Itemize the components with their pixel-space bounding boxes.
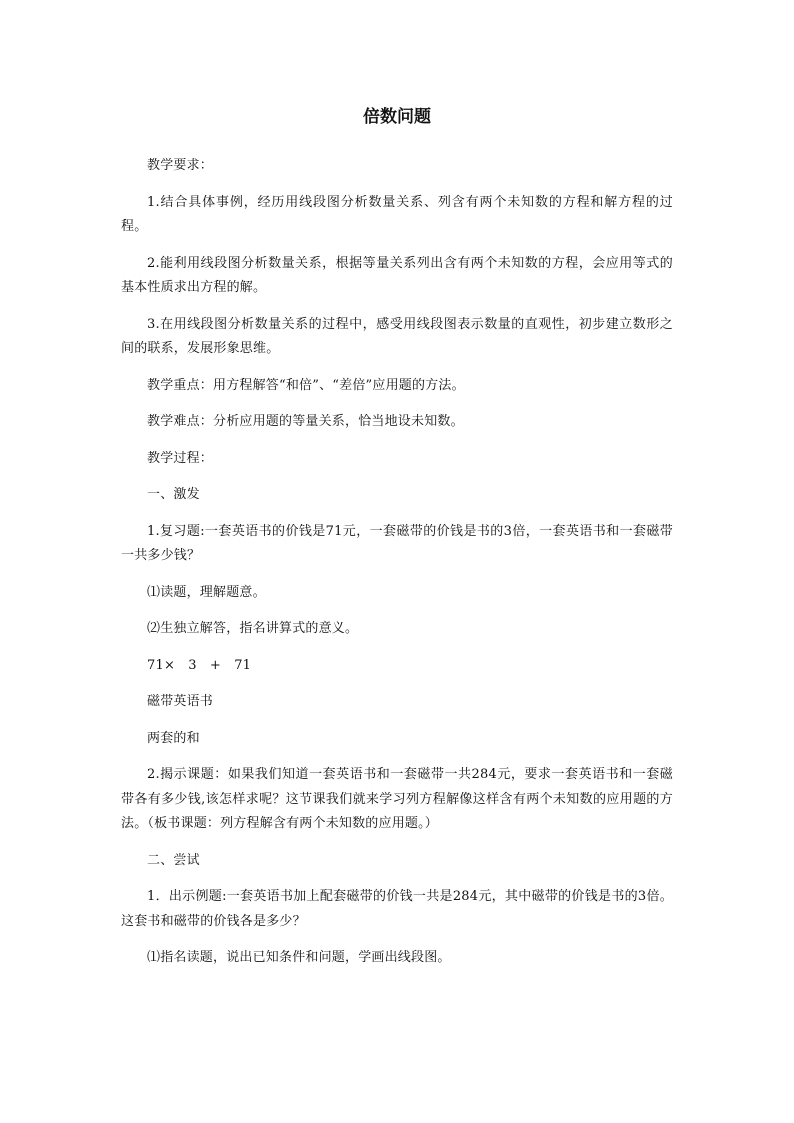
paragraph-difficulty: 教学难点：分析应用题的等量关系，恰当地设未知数。	[147, 414, 464, 429]
paragraph-review-question: 1.复习题:一套英语书的价钱是71元，一套磁带的价钱是书的3倍，一套英语书和一套磁带一共多少钱？	[121, 523, 673, 563]
paragraph-step-read: ⑴读题，理解题意。	[147, 584, 266, 600]
paragraph-step-solve: ⑵生独立解答，指名讲算式的意义。	[147, 621, 359, 636]
paragraph-key-point: 教学重点：用方程解答“和倍”、“差倍”应用题的方法。	[147, 377, 465, 393]
paragraph-equation-sum: 两套的和	[147, 730, 200, 746]
section-heading-2: 二、尝试	[147, 852, 200, 868]
paragraph-process: 教学过程：	[147, 450, 214, 466]
paragraph-requirement-3: 3.在用线段图分析数量关系的过程中，感受用线段图表示数量的直观性，初步建立数形之间的联系，发展形象思维。	[121, 316, 673, 356]
section-heading-1: 一、激发	[147, 487, 200, 502]
paragraph-requirement-1: 1.结合具体事例，经历用线段图分析数量关系、列含有两个未知数的方程和解方程的过程。	[121, 194, 673, 234]
document-title: 倍数问题	[363, 107, 431, 127]
paragraph-reveal-topic: 2.揭示课题：如果我们知道一套英语书和一套磁带一共284元，要求一套英语书和一套磁带各有多少钱,该怎样求呢？这节课我们就来学习列方程解像这样含有两个未知数的应用题的方法。（板书课题：列方程解含有两个未知数的应用题。）	[121, 767, 673, 831]
paragraph-requirement-2: 2.能利用线段图分析数量关系，根据等量关系列出含有两个未知数的方程，会应用等式的基本性质求出方程的解。	[121, 255, 673, 295]
paragraph-teaching-requirements: 教学要求：	[147, 158, 214, 173]
paragraph-example-step-1: ⑴指名读题，说出已知条件和问题，学画出线段图。	[147, 950, 451, 965]
paragraph-equation: 71× 3 + 71	[147, 657, 252, 673]
paragraph-example: 1．出示例题:一套英语书加上配套磁带的价钱一共是284元，其中磁带的价钱是书的3倍。这套书和磁带的价钱各是多少？	[121, 889, 673, 929]
paragraph-equation-labels: 磁带英语书	[147, 694, 214, 709]
document-body	[121, 154, 673, 983]
